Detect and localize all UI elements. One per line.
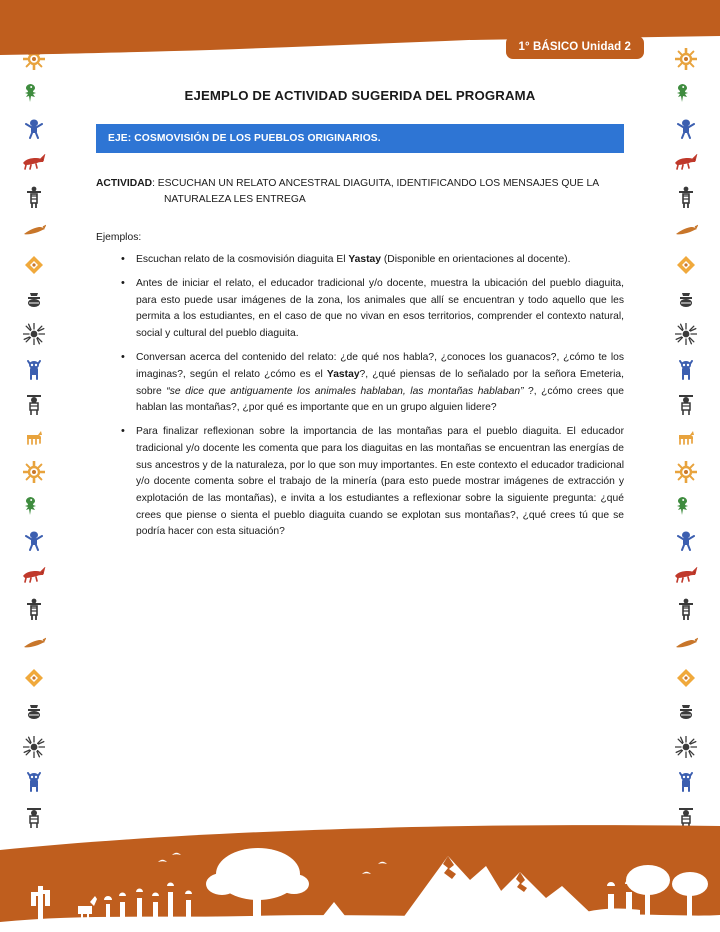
blue-owl-figure-icon: [673, 356, 699, 382]
green-bird-icon: [673, 493, 699, 519]
dark-totem-figure-icon: [21, 184, 47, 210]
blue-figure-icon: [673, 115, 699, 141]
list-item: [96, 252, 624, 269]
blue-owl-figure-icon: [673, 768, 699, 794]
orange-diamond-icon: [673, 252, 699, 278]
dark-vessel-icon: [673, 287, 699, 313]
sun-figure-icon: [673, 459, 699, 485]
eje-banner: EJE: COSMOVISIÓN DE LOS PUEBLOS ORIGINARIOS.: [96, 124, 624, 153]
bullet-reflexion-montanas: Para finalizar reflexionan sobre la importancia de las montañas para el pueblo diaguita. El educador tradicional y/o docente les comenta que para los diaguitas en las montañas se encuentran las energías de sus ancestros y de la naturaleza, por lo que son muy importantes. En este contexto el educador tradicional y/o docente comenta sobre el trabajo de la minería (para esto puede mostrar imágenes de extracción y explotación de las montañas), e invita a los estudiantes a reflexionar sobre la siguiente pregunta: ¿qué crees que piense o sienta el pueblo diaguita cuando se explotan sus montañas?, ¿qué crees tú que se podría hacer con esta situación?: [136, 426, 624, 538]
orange-diamond-icon: [673, 665, 699, 691]
orange-animal-icon: [21, 424, 47, 450]
blue-figure-icon: [21, 527, 47, 553]
blue-figure-icon: [673, 527, 699, 553]
list-item: [96, 276, 624, 343]
orange-bird-icon: [673, 631, 699, 657]
green-bird-icon: [21, 493, 47, 519]
dark-starburst-icon: [673, 734, 699, 760]
examples-list: [96, 252, 624, 541]
orange-diamond-icon: [21, 665, 47, 691]
blue-owl-figure-icon: [21, 768, 47, 794]
red-fox-icon: [21, 562, 47, 588]
bullet-ubicacion-pueblo: Antes de iniciar el relato, el educador tradicional y/o docente, muestra la ubicación del pueblo diaguita, para esto puede usar imágenes de la zona, los animales que allí se encuentran y todo aquello que les permita a los estudiantes, en el caso de que no vivan en esos territorios, comprender el contexto natural, social y cultural del pueblo diaguita.: [136, 278, 624, 340]
dark-totem-figure-icon: [673, 184, 699, 210]
orange-bird-icon: [21, 218, 47, 244]
blue-owl-figure-icon: [21, 356, 47, 382]
green-bird-icon: [673, 80, 699, 106]
orange-animal-icon: [673, 424, 699, 450]
bullet-yastay-relato: Escuchan relato de la cosmovisión diaguita El Yastay (Disponible en orientaciones al docente).: [136, 253, 571, 265]
document-body: [96, 80, 624, 549]
examples-heading: Ejemplos:: [96, 231, 142, 243]
dark-starburst-icon: [673, 321, 699, 347]
dark-totem-figure-icon: [21, 596, 47, 622]
dark-idol-icon: [21, 390, 47, 416]
red-fox-icon: [21, 149, 47, 175]
dark-vessel-icon: [21, 287, 47, 313]
list-item: [96, 424, 624, 541]
orange-bird-icon: [673, 218, 699, 244]
dark-starburst-icon: [21, 321, 47, 347]
activity-label: ACTIVIDAD: [96, 178, 153, 189]
list-item: [96, 350, 624, 417]
activity-description: [96, 176, 624, 208]
dark-vessel-icon: [21, 699, 47, 725]
green-bird-icon: [21, 80, 47, 106]
sun-figure-icon: [21, 459, 47, 485]
red-fox-icon: [673, 149, 699, 175]
dark-vessel-icon: [673, 699, 699, 725]
right-decorative-border: [660, 46, 712, 828]
unit-badge: 1° BÁSICO Unidad 2: [506, 36, 644, 59]
activity-line2: NATURALEZA LES ENTREGA: [164, 193, 306, 205]
bottom-landscape-band: [0, 822, 720, 932]
orange-bird-icon: [21, 631, 47, 657]
dark-totem-figure-icon: [673, 596, 699, 622]
orange-diamond-icon: [21, 252, 47, 278]
left-decorative-border: [8, 46, 60, 828]
page-title: EJEMPLO DE ACTIVIDAD SUGERIDA DEL PROGRAMA: [184, 88, 536, 103]
dark-idol-icon: [673, 390, 699, 416]
bullet-conversan-contenido: Conversan acerca del contenido del relato: ¿de qué nos habla?, ¿conoces los guanacos?, ¿cómo te los imaginas?, según el relato ¿cómo es el Yastay?, ¿qué piensas de lo señalado por la señora Emeteria, sobre “se dice que antiguamente los animales hablaban, las montañas hablaban” ?, ¿cómo crees que hablan las montañas?, ¿por qué es importante que en un grupo alguien lidere?: [136, 352, 625, 414]
red-fox-icon: [673, 562, 699, 588]
dark-starburst-icon: [21, 734, 47, 760]
blue-figure-icon: [21, 115, 47, 141]
activity-line1: : ESCUCHAN UN RELATO ANCESTRAL DIAGUITA, IDENTIFICANDO LOS MENSAJES QUE LA: [152, 178, 600, 189]
